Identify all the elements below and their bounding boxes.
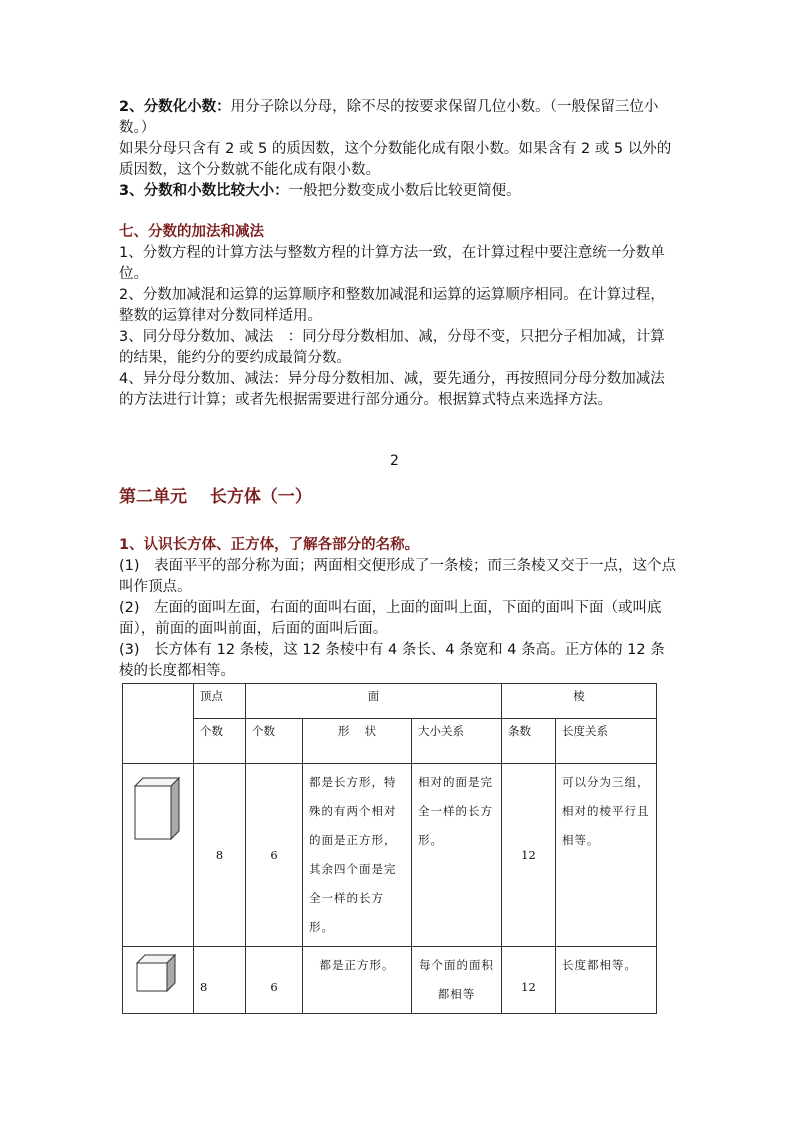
cuboid-face-count: 6 [246,764,303,947]
cuboid-vertex-count: 8 [194,764,246,947]
cube-edge-count: 12 [502,947,556,1014]
header-face-count: 个数 [246,719,303,764]
cuboid-edge-count: 12 [502,764,556,947]
cuboid-shape: 都是长方形，特殊的有两个相对的面是正方形，其余四个面是完全一样的长方形。 [303,764,412,947]
page-number: 2 [390,453,399,469]
header-edge: 棱 [502,684,657,719]
cube-face-count: 6 [246,947,303,1014]
header-size-relation: 大小关系 [412,719,502,764]
cuboid-size-relation: 相对的面是完全一样的长方形。 [412,764,502,947]
learn-item-2: (2) 左面的面叫左面，右面的面叫右面，上面的面叫上面，下面的面叫下面（或叫底面），前面的面叫前面，后面的面叫后面。 [119,600,662,637]
header-length-relation: 长度关系 [556,719,657,764]
sec2-head: 2、分数化小数： [119,99,231,115]
sec2-note: 如果分母只含有 2 或 5 的质因数，这个分数能化成有限小数。如果含有 2 或 5 以外的质因数，这个分数就不能化成有限小数。 [119,141,672,178]
unit-title: 第二单元 长方体（一） [119,487,312,507]
sec3-text: 一般把分数变成小数后比较更简便。 [288,183,521,199]
sec3-head: 3、分数和小数比较大小： [119,183,289,199]
table-row [123,947,657,1014]
cuboid-figure-cell [123,764,194,947]
sec7-title: 七、分数的加法和减法 [119,224,264,240]
cube-length-relation: 长度都相等。 [556,947,657,1014]
header-vertex-count: 个数 [194,719,246,764]
cube-figure [123,947,193,997]
sec3-paragraph [119,181,679,202]
sec7-item-2: 2、分数加减混和运算的运算顺序和整数加减混和运算的运算顺序相同。在计算过程，整数的运算律对分数同样适用。 [119,287,665,324]
cube-size-relation: 每个面的面积都相等 [412,947,502,1014]
header-face: 面 [246,684,502,719]
corner-cell [123,684,194,764]
sec7-item-4: 4、异分母分数加、减法：异分母分数相加、减，要先通分，再按照同分母分数加减法的方法进行计算；或者先根据需要进行部分通分。根据算式特点来选择方法。 [119,371,665,408]
header-vertex: 顶点 [194,684,246,719]
sec2-text: 用分子除以分母，除不尽的按要求保留几位小数。（一般保留三位小数。） [119,99,659,136]
cube-shape: 都是正方形。 [303,947,412,1014]
learn-item-1: (1) 表面平平的部分称为面；两面相交便形成了一条棱；而三条棱又交于一点，这个点叫作顶点。 [119,558,677,595]
learn-title: 1、认识长方体、正方体，了解各部分的名称。 [119,537,420,553]
learn-item-3: (3) 长方体有 12 条棱，这 12 条棱中有 4 条长、4 条宽和 4 条高。正方体的 12 条棱的长度都相等。 [119,642,665,679]
cube-figure-cell [123,947,194,1014]
solid-properties-table [122,683,657,1014]
header-edge-count: 条数 [502,719,556,764]
header-shape: 形 状 [303,719,412,764]
cube-vertex-count: 8 [194,947,246,1014]
cuboid-length-relation: 可以分为三组，相对的棱平行且相等。 [556,764,657,947]
sec2-paragraph [119,97,679,139]
sec7-item-3: 3、同分母分数加、减法 ：同分母分数相加、减，分母不变，只把分子相加减，计算的结果，能约分的要约成最简分数。 [119,329,665,366]
table-row [123,764,657,947]
sec7-item-1: 1、分数方程的计算方法与整数方程的计算方法一致，在计算过程中要注意统一分数单位。 [119,245,665,282]
cuboid-figure [123,764,193,844]
